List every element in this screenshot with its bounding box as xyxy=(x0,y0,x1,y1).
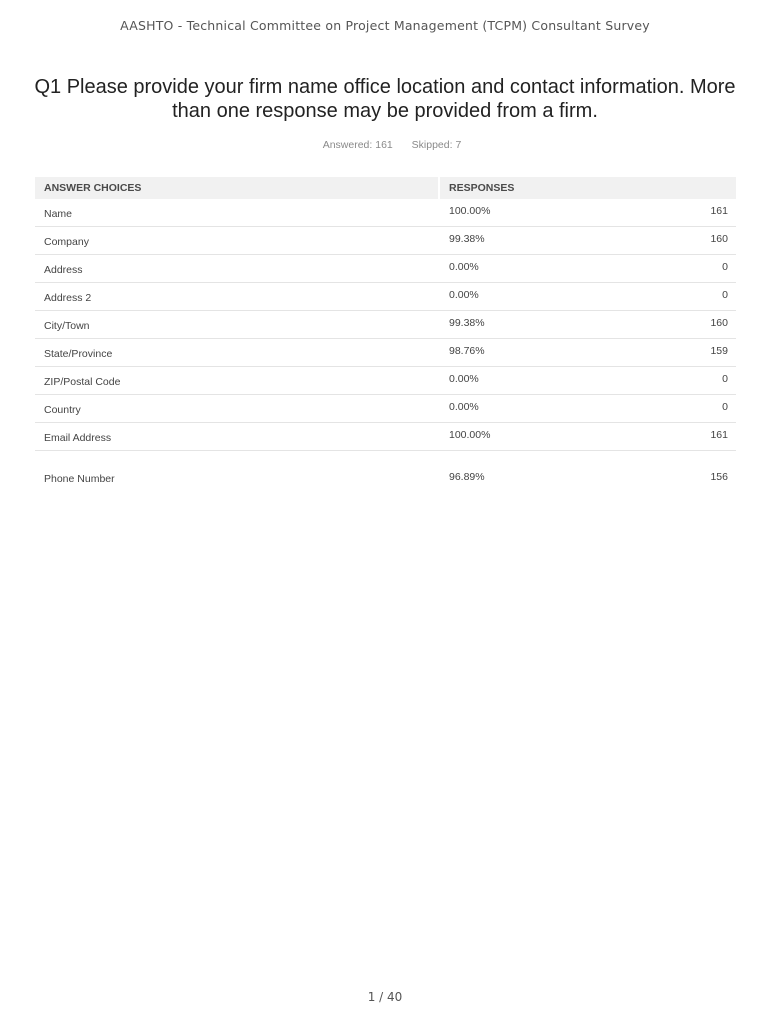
page-number: 1 / 40 xyxy=(367,990,403,1004)
row-label: Email Address xyxy=(44,432,112,444)
table-row xyxy=(35,451,736,491)
row-label: Address xyxy=(44,264,83,276)
table-row xyxy=(35,227,736,255)
row-label: City/Town xyxy=(44,320,90,332)
row-label: ZIP/Postal Code xyxy=(44,376,121,388)
row-label: Address 2 xyxy=(44,292,92,304)
row-percent: 96.89% xyxy=(449,471,485,483)
question-title: Q1 Please provide your firm name office location and contact information. More than one response may be provided from a firm. xyxy=(34,76,736,122)
row-label: Country xyxy=(44,404,81,416)
row-count: 161 xyxy=(710,205,728,217)
row-count: 0 xyxy=(722,289,728,301)
row-count: 0 xyxy=(722,373,728,385)
row-count: 160 xyxy=(710,233,728,245)
row-count: 160 xyxy=(710,317,728,329)
results-table xyxy=(35,177,736,491)
table-row xyxy=(35,423,736,451)
row-count: 159 xyxy=(710,345,728,357)
row-label: State/Province xyxy=(44,348,113,360)
row-count: 0 xyxy=(722,261,728,273)
row-percent: 100.00% xyxy=(449,205,491,217)
row-label: Phone Number xyxy=(44,473,115,485)
table-row xyxy=(35,367,736,395)
row-percent: 0.00% xyxy=(449,373,479,385)
table-row xyxy=(35,199,736,227)
row-count: 161 xyxy=(710,429,728,441)
row-percent: 0.00% xyxy=(449,401,479,413)
row-count: 0 xyxy=(722,401,728,413)
row-percent: 0.00% xyxy=(449,261,479,273)
row-label: Name xyxy=(44,208,73,220)
response-stats xyxy=(0,139,770,151)
column-header-answer-choices: ANSWER CHOICES xyxy=(35,177,438,199)
table-row xyxy=(35,311,736,339)
survey-header-title: AASHTO - Technical Committee on Project Management (TCPM) Consultant Survey xyxy=(120,18,650,33)
row-percent: 99.38% xyxy=(449,233,485,245)
row-percent: 99.38% xyxy=(449,317,485,329)
row-percent: 0.00% xyxy=(449,289,479,301)
table-header-row xyxy=(35,177,736,199)
table-row xyxy=(35,339,736,367)
skipped-count: Skipped: 7 xyxy=(411,139,462,151)
table-row xyxy=(35,255,736,283)
row-percent: 98.76% xyxy=(449,345,485,357)
column-header-responses: RESPONSES xyxy=(440,177,736,199)
table-row xyxy=(35,283,736,311)
row-percent: 100.00% xyxy=(449,429,491,441)
row-label: Company xyxy=(44,236,89,248)
answered-count: Answered: 161 xyxy=(322,139,393,151)
row-count: 156 xyxy=(710,471,728,483)
table-row xyxy=(35,395,736,423)
